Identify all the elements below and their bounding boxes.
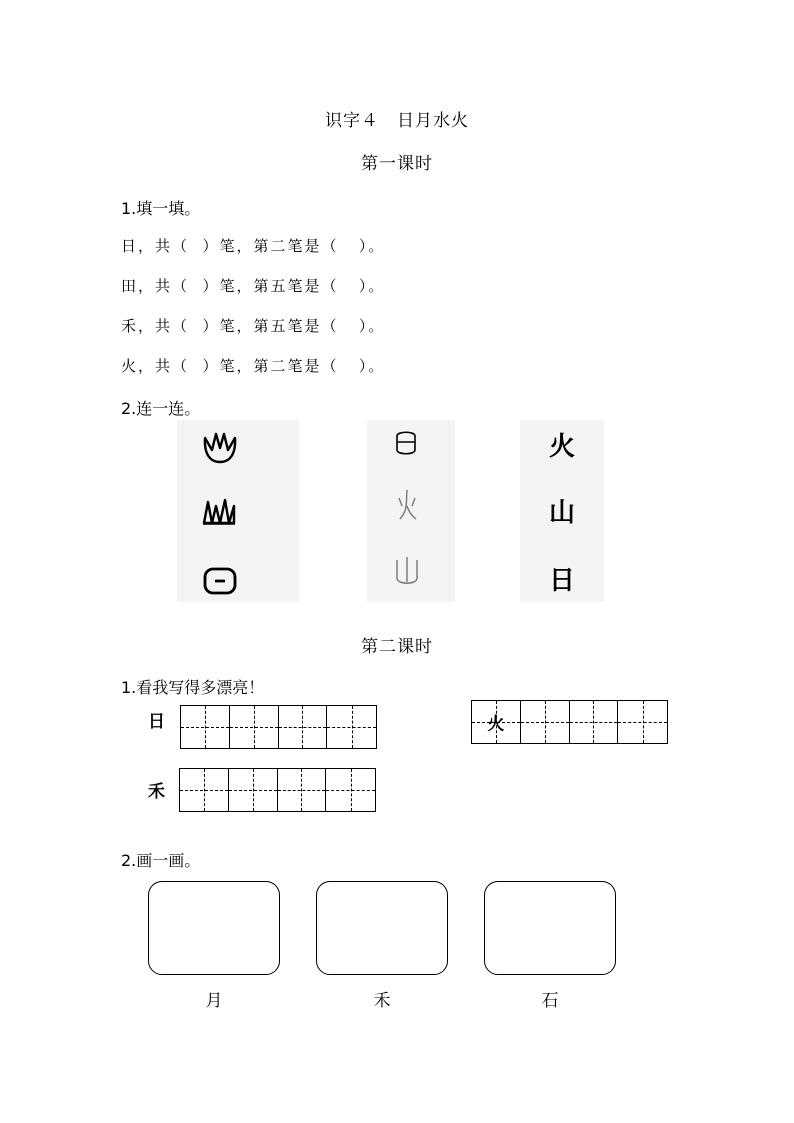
grid-cell[interactable]: [618, 701, 667, 743]
draw-box-grain[interactable]: [316, 881, 448, 975]
writing-grid-ri: [180, 705, 377, 749]
l2-q1-title: 1.看我写得多漂亮！: [121, 678, 265, 697]
grid-cell[interactable]: [521, 701, 570, 743]
grid-cell[interactable]: [279, 706, 328, 748]
match-column-seal: [367, 420, 455, 602]
draw-box-stone[interactable]: [484, 881, 616, 975]
grid-label-he: 禾: [148, 782, 165, 802]
grid-cell[interactable]: [278, 769, 327, 811]
fill-line-2: 田，共（ ）笔，第五笔是（ ）。: [121, 277, 386, 295]
draw-label-stone: 石: [541, 991, 559, 1011]
grid-cell[interactable]: [472, 701, 521, 743]
q2-title: 2.连一连。: [121, 399, 201, 418]
seal-sun-icon[interactable]: [394, 428, 418, 458]
fill-line-3: 禾，共（ ）笔，第五笔是（ ）。: [121, 317, 386, 335]
grid-cell[interactable]: [327, 706, 376, 748]
match-column-ancient: [177, 420, 299, 602]
lesson1-heading: 第一课时: [361, 154, 433, 174]
lesson2-heading: 第二课时: [361, 637, 433, 657]
modern-char-2[interactable]: 山: [548, 498, 575, 528]
modern-char-1[interactable]: 火: [548, 432, 575, 462]
modern-char-3[interactable]: 日: [548, 566, 575, 596]
draw-label-grain: 禾: [373, 991, 391, 1011]
grid-cell[interactable]: [230, 706, 279, 748]
grid-label-ri: 日: [148, 712, 165, 732]
seal-mountain-icon[interactable]: [393, 554, 421, 588]
grid-cell[interactable]: [180, 769, 229, 811]
draw-box-moon[interactable]: [148, 881, 280, 975]
seal-fire-icon[interactable]: [394, 486, 420, 522]
fill-line-1: 日，共（ ）笔，第二笔是（ ）。: [121, 237, 386, 255]
grid-cell[interactable]: [229, 769, 278, 811]
ancient-mountain-icon[interactable]: [201, 496, 237, 526]
grid-cell[interactable]: [326, 769, 375, 811]
writing-grid-huo: [471, 700, 668, 744]
ancient-fire-icon[interactable]: [202, 428, 238, 466]
grid-cell[interactable]: [570, 701, 619, 743]
l2-q2-title: 2.画一画。: [121, 851, 201, 870]
grid-cell[interactable]: [181, 706, 230, 748]
page-title: 识字４ 日月水火: [325, 111, 469, 131]
draw-label-moon: 月: [205, 991, 223, 1011]
writing-grid-he: [179, 768, 376, 812]
match-column-modern: [520, 420, 604, 602]
ancient-sun-icon[interactable]: [202, 566, 238, 596]
fill-line-4: 火，共（ ）笔，第二笔是（ ）。: [121, 357, 386, 375]
q1-title: 1.填一填。: [121, 199, 201, 218]
grid-prefill-huo: 火: [487, 714, 505, 735]
